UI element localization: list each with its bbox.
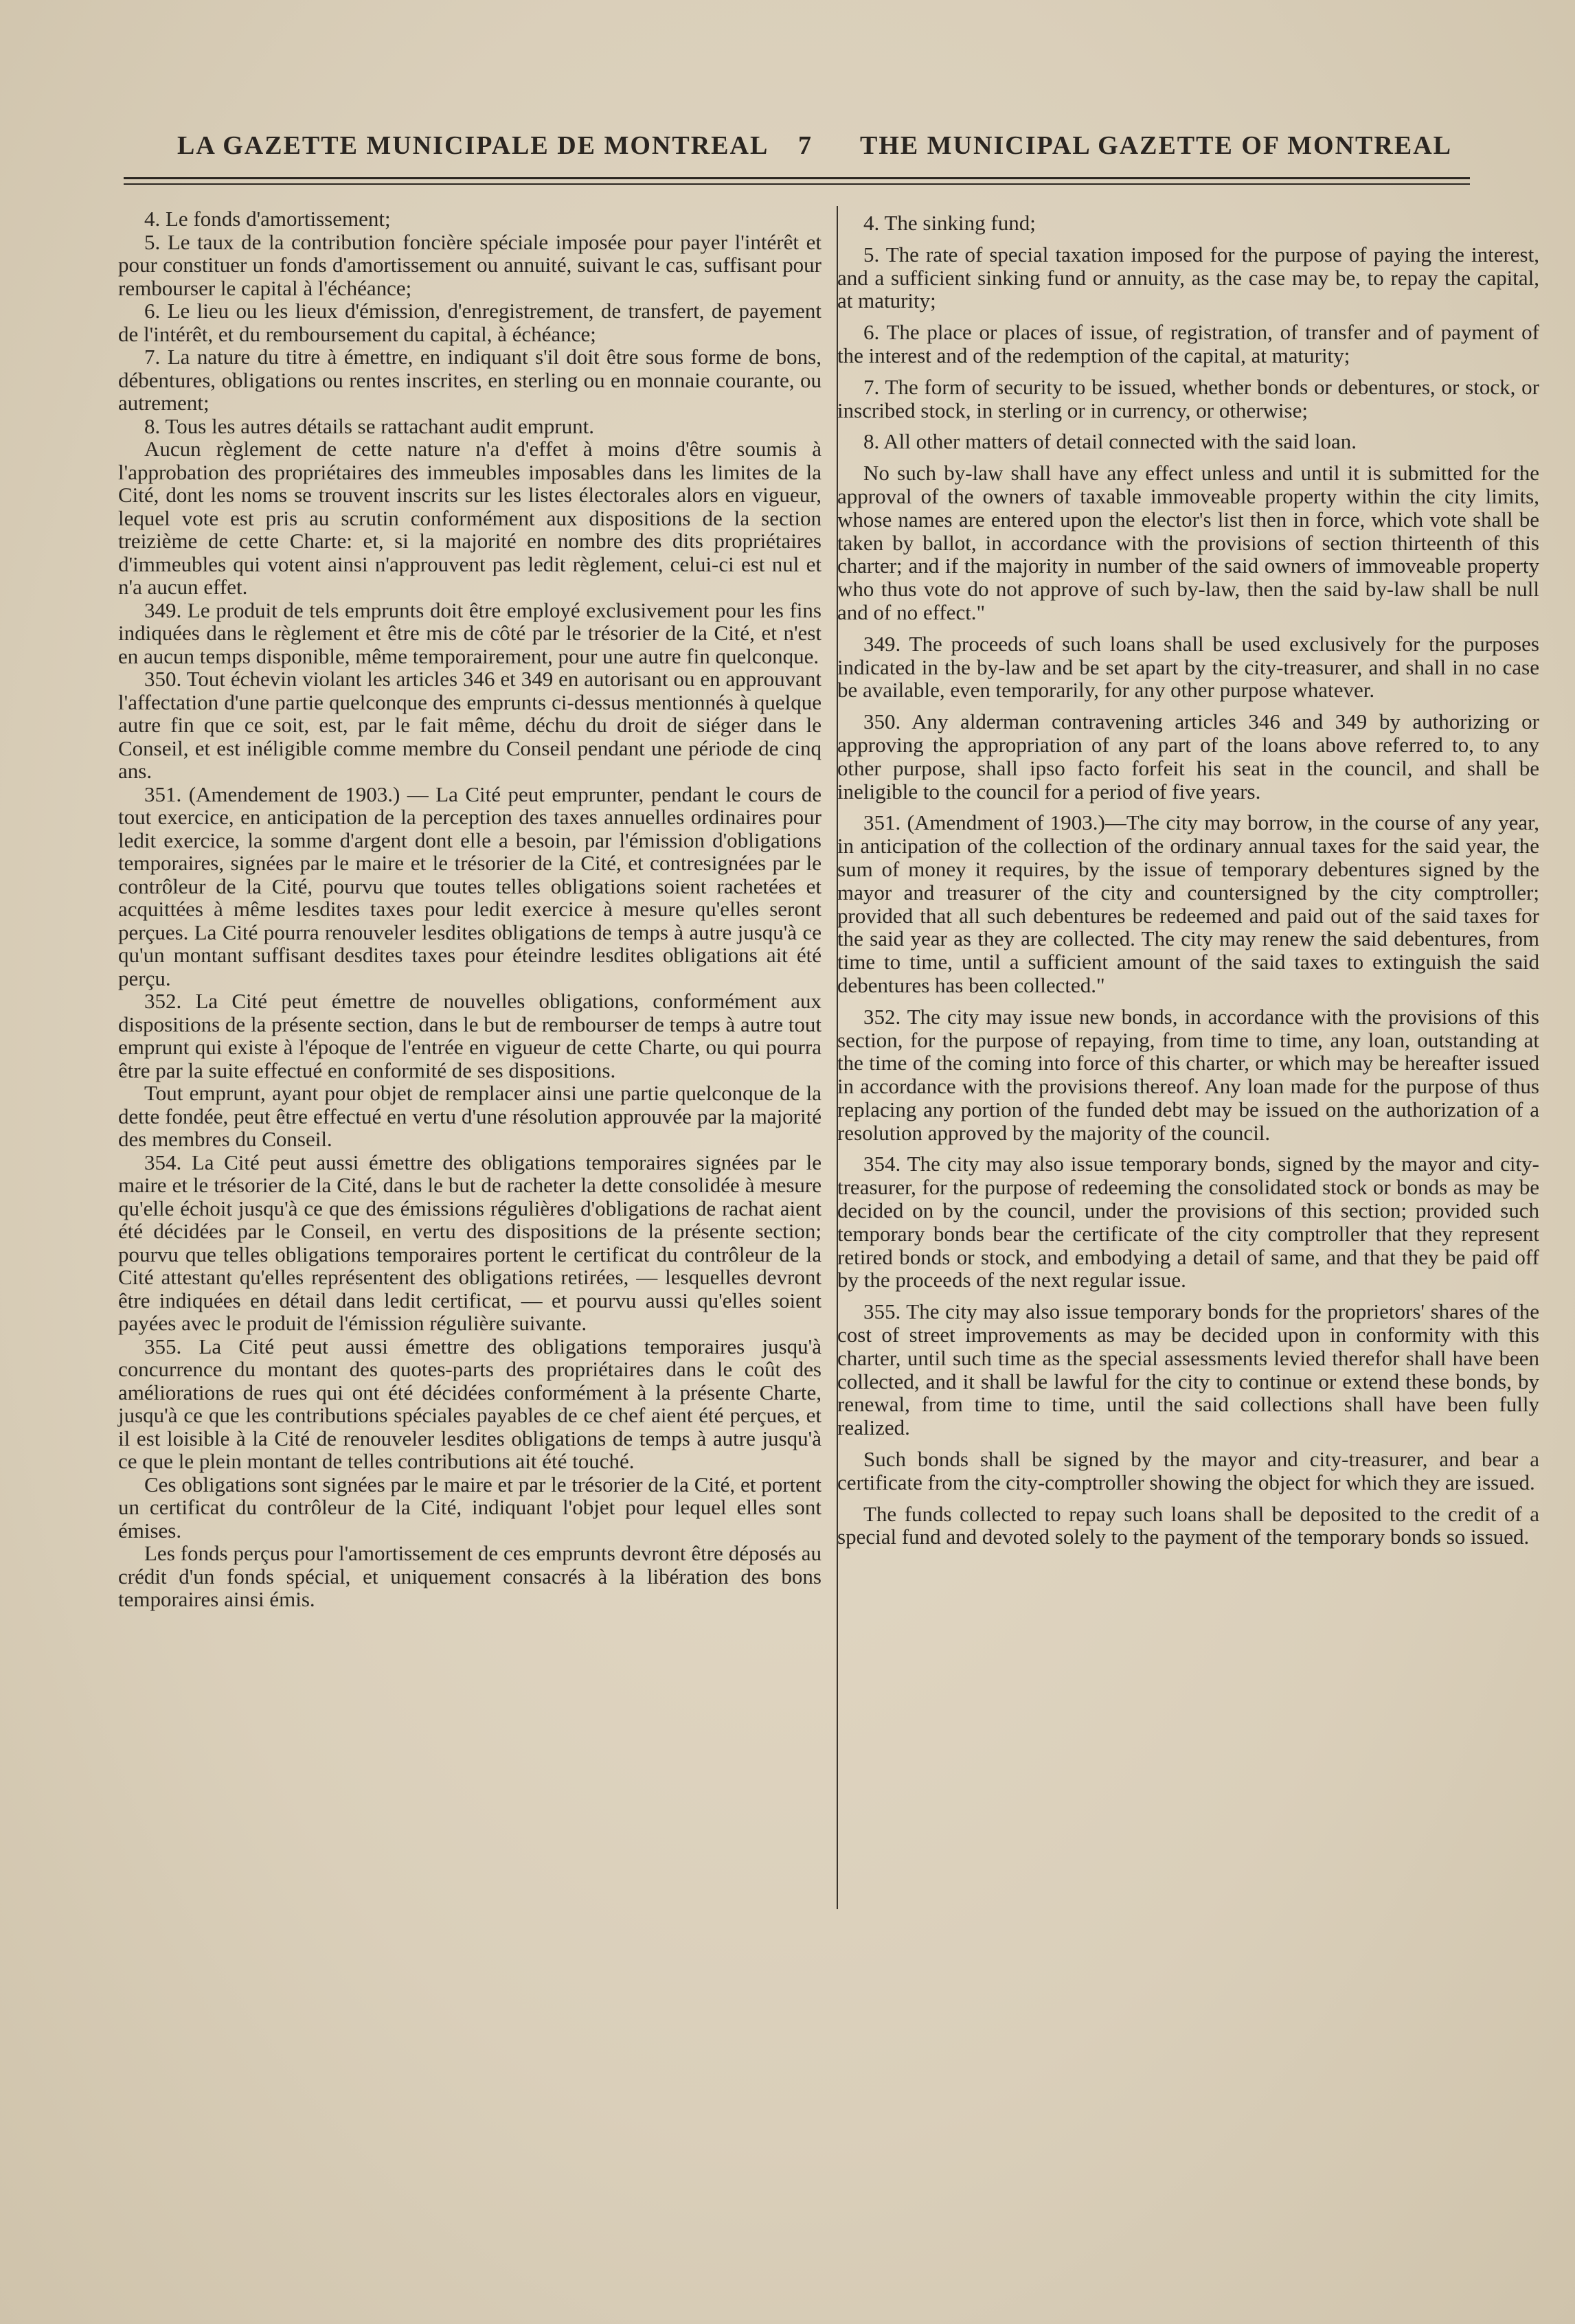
paragraph: 4. Le fonds d'amortissement; [144,207,391,231]
paragraph: 355. La Cité peut aussi émettre des obligations temporaires jusqu'à concurrence du montant des quotes-parts des propriétaires dans le coût des améliorations de rues qui ont été décidées conformément à la présente Charte, jusqu'à ce que les contributions spéciales payables de ce chef aient été perçues, et il est loisible à la Cité de renouveler lesdites obligations de temps à autre jusqu'à ce que le plein montant de telles contributions ait été touché. [118,1334,822,1473]
paragraph: Les fonds perçus pour l'amortissement de ces emprunts devront être déposés au crédit d'un fonds spécial, et uniquement consacrés à la libération des bons temporaires ainsi émis. [118,1541,822,1611]
paragraph: The funds collected to repay such loans shall be deposited to the credit of a special fund and devoted solely to the payment of the temporary bonds so issued. [837,1501,1539,1549]
paragraph: 355. The city may also issue temporary bonds for the proprietors' shares of the cost of street improvements as may be decided upon in conformity with this charter, until such time as the special assessments levied therefor shall have been collected, and it shall be lawful for the city to continue or extend these bonds, by renewal, from time to time, until the said collections shall have been fully realized. [837,1299,1539,1440]
paragraph: 350. Any alderman contravening articles 346 and 349 by authorizing or approving the appropriation of any part of the loans above referred to, to any other purpose, shall ipso facto forfeit his seat in the council, and shall be ineligible to the council for a period of five years. [837,709,1539,804]
paragraph: 6. Le lieu ou les lieux d'émission, d'enregistrement, de transfert, de payement de l'intérêt, et du remboursement du capital, à échéance; [118,299,822,346]
paragraph: Aucun règlement de cette nature n'a d'effet à moins d'être soumis à l'approbation des propriétaires des immeubles imposables dans les limites de la Cité, dont les noms se trouvent inscrits sur les listes électorales alors en vigueur, lequel vote est pris au scrutin conformément aux dispositions de la section treizième de cette Charte: et, si la majorité en nombre des dits propriétaires d'immeubles qui votent ainsi n'approuvent pas ledit règlement, celui-ci est nul et n'a aucun effet. [118,437,822,599]
french-title: LA GAZETTE MUNICIPALE DE MONTREAL [177,131,769,160]
paragraph: Tout emprunt, ayant pour objet de remplacer ainsi une partie quelconque de la dette fondée, peut être effectué en vertu d'une résolution approuvée par la majorité des membres du Conseil. [118,1081,822,1151]
paragraph: 354. La Cité peut aussi émettre des obligations temporaires signées par le maire et le trésorier de la Cité, dans le but de racheter la dette consolidée à mesure qu'elle échoit jusqu'à ce que des émissions régulières d'obligations de rachat aient été décidées par le Conseil, en vertu des dispositions de la présente section; pourvu que telles obligations temporaires portent le certificat du contrôleur de la Cité attestant qu'elles représentent des obligations retirées, — lesquelles devront être indiquées en détail dans ledit certificat, — et pourvu aussi qu'elles soient payées avec le produit de l'émission régulière suivante. [118,1150,822,1335]
paragraph: 5. The rate of special taxation imposed for the purpose of paying the interest, and a sufficient sinking fund or annuity, as the case may be, to repay the capital, at maturity; [837,242,1539,313]
paragraph: Ces obligations sont signées par le maire et par le trésorier de la Cité, et portent un certificat du contrôleur de la Cité, indiquant l'objet pour lequel elles sont émises. [118,1472,822,1542]
paragraph: 8. All other matters of detail connected with the said loan. [863,429,1357,454]
paragraph: Such bonds shall be signed by the mayor and city-treasurer, and bear a certificate from the city-comptroller showing the object for which they are issued. [837,1447,1539,1494]
paragraph: 349. Le produit de tels emprunts doit être employé exclusivement pour les fins indiquées dans le règlement et être mis de côté par le trésorier de la Cité, et n'est en aucun temps disponible, même temporairement, pour une autre fin quelconque. [118,597,822,668]
paragraph: 350. Tout échevin violant les articles 346 et 349 en autorisant ou en approuvant l'affectation d'une partie quelconque des emprunts ci-dessus mentionnés à quelque autre fin que ce soit, est, par le fait même, déchu du droit de siéger dans le Conseil, et est inéligible comme membre du Conseil pendant une période de cinq ans. [118,667,822,783]
english-title: THE MUNICIPAL GAZETTE OF MONTREAL [860,131,1452,160]
paragraph: 7. The form of security to be issued, whether bonds or debentures, or stock, or inscribed stock, in sterling or in currency, or otherwise; [837,374,1539,422]
paragraph: 7. La nature du titre à émettre, en indiquant s'il doit être sous forme de bons, débentures, obligations ou rentes inscrites, en sterling ou en monnaie courante, ou autrement; [118,345,822,415]
paragraph: 352. La Cité peut émettre de nouvelles obligations, conformément aux dispositions de la présente section, dans le but de rembourser de temps à autre tout emprunt qui existe à l'époque de l'entrée en vigueur de cette Charte, ou qui pourra être par la suite effectué en conformité de ses dispositions. [118,989,822,1082]
french-column [118,207,822,1611]
header-rule-thin [124,183,1470,185]
paragraph: 349. The proceeds of such loans shall be used exclusively for the purposes indicated in the by-law and be set apart by the city-treasurer, and shall in no case be available, even temporarily, for any other purpose whatever. [837,631,1539,703]
paragraph: 5. Le taux de la contribution foncière spéciale imposée pour payer l'intérêt et pour constituer un fonds d'amortissement ou annuité, suivant le cas, suffisant pour rembourser le capital à l'échéance; [118,229,822,300]
paragraph: 354. The city may also issue temporary bonds, signed by the mayor and city-treasurer, for the purpose of redeeming the consolidated stock or bonds as may be decided on by the council, under the provisions of this section; provided such temporary bonds bear the certificate of the city comptroller that they represent retired bonds or stock, and embodying a detail of same, and that they be paid off by the proceeds of the next regular issue. [837,1152,1539,1292]
paragraph: 6. The place or places of issue, of registration, of transfer and of payment of the interest and of the redemption of the capital, at maturity; [837,320,1539,367]
paragraph: No such by-law shall have any effect unless and until it is submitted for the approval of the owners of taxable immoveable property within the city limits, whose names are entered upon the elector's list then in force, which vote shall be taken by ballot, in accordance with the provisions of section thirteenth of this charter; and if the majority in number of the said owners of immoveable property who thus vote do not approve of such by-law, then the said by-law shall be null and of no effect." [837,461,1539,624]
paragraph: 352. The city may issue new bonds, in accordance with the provisions of this section, for the purpose of repaying, from time to time, any loan, outstanding at the time of the coming into force of this charter, or which may be hereafter issued in accordance with the provisions thereof. Any loan made for the purpose of thus replacing any portion of the funded debt may be issued on the authorization of a resolution approved by the majority of the council. [837,1004,1539,1145]
paragraph: 8. Tous les autres détails se rattachant audit emprunt. [144,413,594,438]
paragraph: 4. The sinking fund; [863,211,1036,235]
paragraph: 351. (Amendment of 1903.)—The city may borrow, in the course of any year, in anticipation of the collection of the ordinary annual taxes for the said year, the sum of money it requires, by the issue of temporary debentures signed by the mayor and treasurer of the city and countersigned by the city comptroller; provided that all such debentures be redeemed and paid out of the said taxes for the said year as they are collected. The city may renew the said debentures, from time to time, until a sufficient amount of the said taxes to extinguish the said debentures has been collected." [837,810,1539,997]
english-column [837,212,1539,1549]
paragraph: 351. (Amendement de 1903.) — La Cité peut emprunter, pendant le cours de tout exercice, en anticipation de la perception des taxes annuelles ordinaires pour ledit exercice, la somme d'argent dont elle a besoin, par l'émission d'obligations temporaires, signées par le maire et le trésorier de la Cité, et contresignées par le contrôleur de la Cité, pourvu que toutes telles obligations soient rachetées et acquittées à même lesdites taxes pour ledit exercice à mesure qu'elles seront perçues. La Cité pourra renouveler lesdites obligations de temps à autre jusqu'à ce qu'un montant suffisant desdites taxes pour éteindre lesdites obligations ait été perçu. [118,782,822,990]
page-header [117,122,1470,170]
header-rule-thick [124,177,1470,179]
page-number: 7 [798,131,813,160]
